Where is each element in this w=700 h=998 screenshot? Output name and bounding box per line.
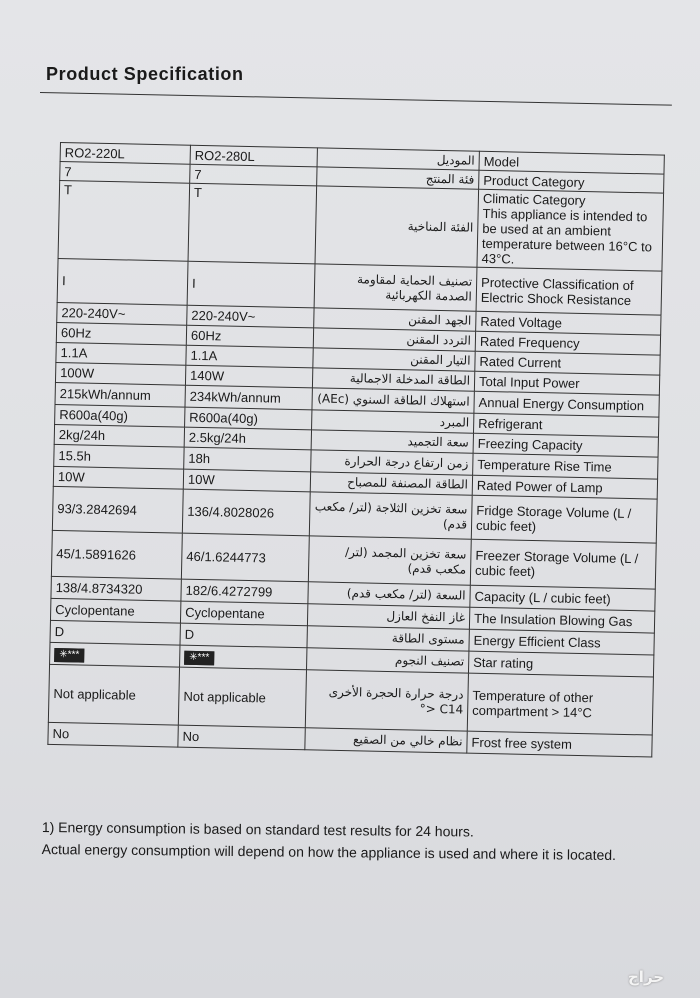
arabic-label: الفئة المناخية <box>315 186 479 267</box>
model-b-value: RO2-280L <box>190 145 317 167</box>
english-label: Total Input Power <box>474 371 659 395</box>
english-label: The Insulation Blowing Gas <box>469 607 654 633</box>
arabic-label: زمن ارتفاع درجة الحرارة <box>311 450 473 475</box>
english-label: Protective Classification of Electric Shock Resistance <box>476 267 662 315</box>
arabic-label: فئة المنتج <box>317 167 479 189</box>
model-a-value: 2kg/24h <box>54 424 184 447</box>
arabic-label: تصنيف النجوم <box>307 648 469 673</box>
model-a-value: T <box>58 181 190 262</box>
model-b-value: I <box>187 261 315 308</box>
arabic-label: الطاقة المصنفة للمصباح <box>310 472 472 495</box>
english-label: Freezer Storage Volume (L / cubic feet) <box>470 539 656 589</box>
english-label: Temperature Rise Time <box>473 453 658 479</box>
english-label: Star rating <box>468 651 653 677</box>
model-a-value: 7 <box>60 162 190 184</box>
model-b-value: 234kWh/annum <box>185 385 312 410</box>
star-rating-badge: ✳*** <box>184 651 214 666</box>
model-b-value: 46/1.6244773 <box>181 533 309 582</box>
model-b-value: No <box>178 725 305 750</box>
arabic-label: التيار المقنن <box>313 348 475 371</box>
english-label: Product Category <box>479 170 664 193</box>
model-a-value: 1.1A <box>56 342 186 365</box>
model-b-value: R600a(40g) <box>185 407 312 430</box>
arabic-label: نظام خالي من الصقيع <box>305 728 467 753</box>
model-b-value: Cyclopentane <box>180 601 307 626</box>
english-label: Temperature of other compartment > 14°C <box>467 673 653 735</box>
model-a-value: Cyclopentane <box>50 598 180 623</box>
footnote-line-1: 1) Energy consumption is based on standard test results for 24 hours. <box>41 818 474 840</box>
model-a-value: 15.5h <box>54 444 184 469</box>
model-b-value: 7 <box>190 164 317 186</box>
arabic-label: سعة التجميد <box>311 430 473 453</box>
model-b-value: 10W <box>183 469 310 492</box>
title-divider <box>40 92 672 106</box>
model-a-value: 100W <box>55 362 185 385</box>
english-label: Energy Efficient Class <box>469 629 654 655</box>
english-label: Annual Energy Consumption <box>474 391 659 417</box>
page-title: Product Specification <box>46 64 244 84</box>
model-a-value: 138/4.8734320 <box>51 576 181 601</box>
arabic-label: استهلاك الطاقة السنوي (AEc) <box>312 388 474 413</box>
arabic-label: سعة تخزين الثلاجة (لتر/ مكعب قدم) <box>309 492 472 539</box>
model-a-value <box>50 642 180 667</box>
english-label: Rated Power of Lamp <box>472 475 657 499</box>
model-a-value: No <box>48 722 178 747</box>
model-b-value: 182/6.4272799 <box>181 579 308 604</box>
model-b-value: Not applicable <box>178 667 306 728</box>
english-label: Rated Frequency <box>475 331 660 355</box>
spec-row <box>58 181 664 272</box>
footnote <box>42 816 682 867</box>
model-b-value: D <box>180 623 307 648</box>
model-a-value: 45/1.5891626 <box>51 530 182 579</box>
model-b-value: 140W <box>185 365 312 388</box>
model-a-value: R600a(40g) <box>55 404 185 427</box>
model-a-value: Not applicable <box>48 664 179 725</box>
model-a-value: 215kWh/annum <box>55 382 185 407</box>
model-b-value <box>180 645 307 670</box>
model-a-value: 220-240V~ <box>57 302 187 325</box>
model-a-value: I <box>57 258 188 305</box>
english-label: Refrigerant <box>473 413 658 437</box>
english-label: Frost free system <box>467 731 652 757</box>
arabic-label: درجة حرارة الحجرة الأخرى C14 <° <box>305 670 468 731</box>
arabic-label: المبرد <box>312 410 474 433</box>
watermark-logo: حراج <box>628 968 665 986</box>
model-a-value: 60Hz <box>56 322 186 345</box>
english-label: Rated Voltage <box>476 311 661 335</box>
arabic-label: سعة تخزين المجمد (لتر/ مكعب قدم) <box>308 536 471 585</box>
arabic-label: الموديل <box>317 148 479 170</box>
english-label: Capacity (L / cubic feet) <box>470 585 655 611</box>
model-a-value: RO2-220L <box>60 143 190 165</box>
model-b-value: 2.5kg/24h <box>184 427 311 450</box>
arabic-label: السعة (لتر/ مكعب قدم) <box>308 582 470 607</box>
spec-table-body <box>48 143 664 758</box>
english-label: Climatic Category This appliance is intended to be used at an ambient temperature between 16°C to 43°C. <box>477 189 664 271</box>
arabic-label: التردد المقنن <box>313 328 475 351</box>
model-b-value: 1.1A <box>186 345 313 368</box>
arabic-label: الجهد المقنن <box>314 308 476 331</box>
model-b-value: 220-240V~ <box>187 305 314 328</box>
model-a-value: D <box>50 620 180 645</box>
english-label: Model <box>479 151 664 174</box>
spec-table <box>47 142 664 758</box>
model-a-value: 10W <box>53 466 183 489</box>
footnote-line-2: Actual energy consumption will depend on how the appliance is used and where it is located. <box>41 840 617 864</box>
english-label: Rated Current <box>475 351 660 375</box>
arabic-label: مستوى الطاقة <box>307 626 469 651</box>
english-label: Freezing Capacity <box>473 433 658 457</box>
arabic-label: تصنيف الحماية لمقاومة الصدمة الكهربائية <box>314 264 477 311</box>
star-rating-badge: ✳*** <box>54 648 84 663</box>
arabic-label: الطاقة المدخلة الاجمالية <box>312 368 474 391</box>
model-b-value: 136/4.8028026 <box>182 489 310 536</box>
arabic-label: غاز النفخ العازل <box>307 604 469 629</box>
model-b-value: 60Hz <box>186 325 313 348</box>
english-label: Fridge Storage Volume (L / cubic feet) <box>471 495 657 543</box>
model-b-value: 18h <box>184 447 311 472</box>
model-a-value: 93/3.2842694 <box>52 486 183 533</box>
model-b-value: T <box>188 183 317 264</box>
